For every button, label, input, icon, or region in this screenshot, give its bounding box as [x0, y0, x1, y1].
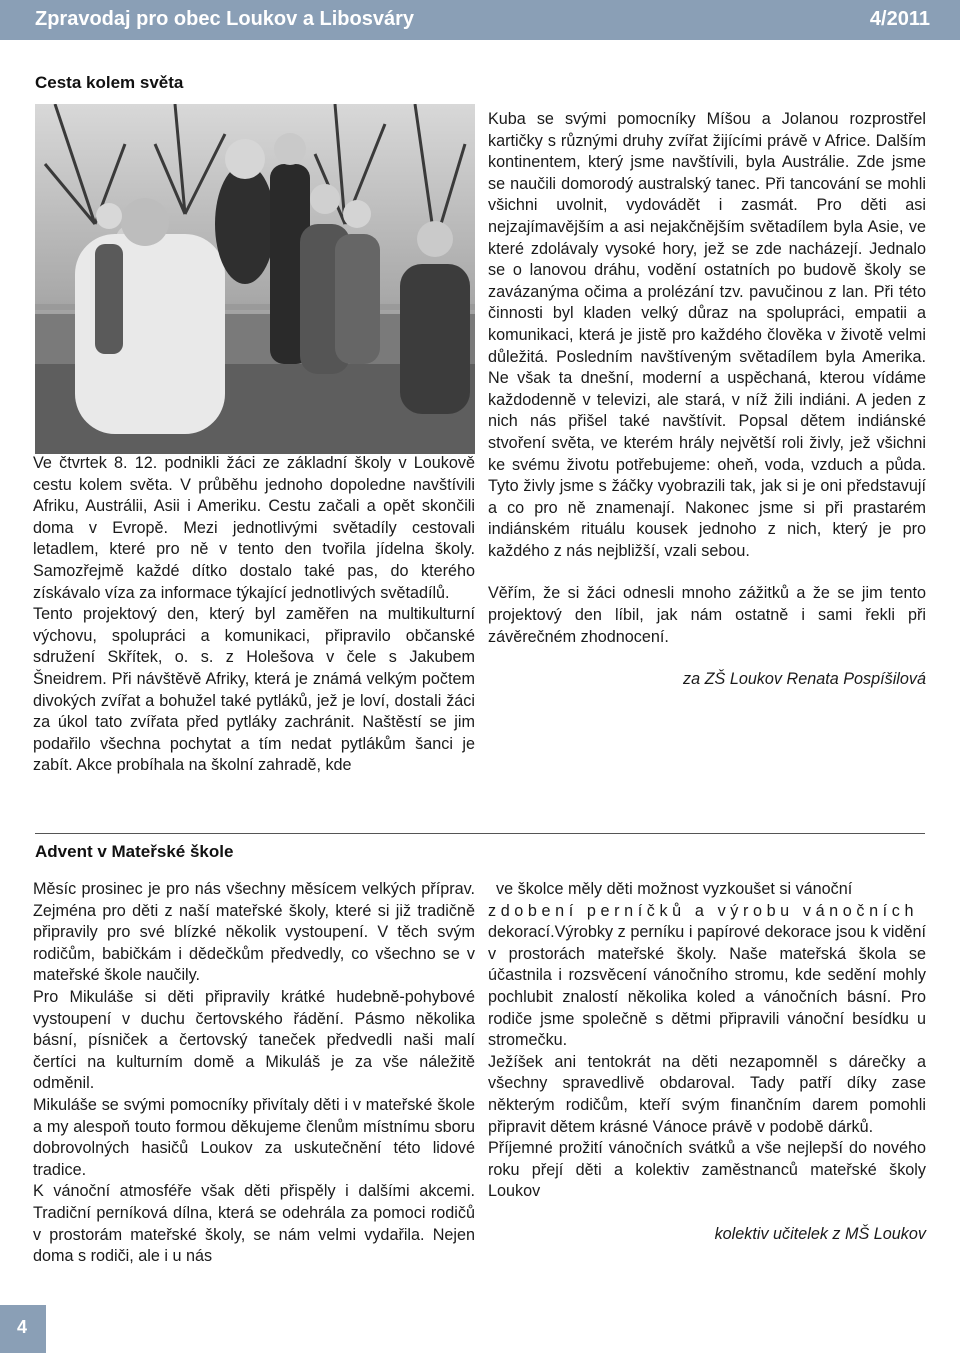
article1-right-column — [488, 109, 926, 691]
article2-paragraph: K vánoční atmosféře však děti přispěly i dalšími akcemi. Tradiční perníková dílna, která se odehrála za pomoci rodičů v prostorám mateřské školy, se nám velmi vydařila. Nejen doma s rodiči, ale i u nás — [33, 1182, 475, 1266]
page-number-tab — [0, 1305, 46, 1353]
article2-paragraph: Pro Mikuláše si děti připravily krátké hudebně-pohybové vystoupení v duchu čertovského řádění. Pásmo několika básní, písniček a čertovský taneček předvedli naši malí čertíci na kulturním domě a Mikuláš je za vše náležitě odměnil. — [33, 987, 475, 1093]
article-heading-cesta: Cesta kolem světa — [35, 73, 184, 92]
article2-paragraph: dekorací.Výrobky z perníku i papírové dekorace jsou k vidění v prostorách mateřské školy. Naše mateřská škola se účastnila i rozsvěcení vánočního stromu, kde sedění mohly pochlubit znalostí několika koled a vánočních básní. Pro rodiče jsme společně s dětmi připravili vánoční besídku u stromečku. — [488, 923, 926, 1050]
article2-spread-line: zdobení perníčků a výrobu vánočních — [488, 901, 919, 920]
section-divider — [35, 833, 925, 834]
photo-children-outdoor-icon — [35, 104, 475, 454]
article2-paragraph: Ježíšek ani tentokrát na děti nezapomněl s dárečky a všechny spravedlivě obdaroval. Tady patří díky zase některým rodičům, kteří svým finančním darem pomohli připravit dětem krásné Vánoce právě v podobě dárků. — [488, 1052, 926, 1136]
page-number: 4 — [17, 1317, 28, 1337]
article2-lead-line: ve školce měly děti možnost vyzkoušet si vánoční — [496, 880, 853, 898]
newsletter-title: Zpravodaj pro obec Loukov a Libosváry — [35, 8, 414, 30]
article2-left-column — [33, 879, 475, 1268]
article2-paragraph: Měsíc prosinec je pro nás všechny měsícem velkých příprav. Zejména pro děti z naší mateřské školy, které si již tradičně připravily pro své blízké několik vystoupení. V těch svým rodičům, babičkám i dědečkům předvedly, co všechno se v mateřské škole naučily. — [33, 880, 475, 985]
article2-paragraph: Příjemné prožití vánočních svátků a vše nejlepší do nového roku přejí děti a kolektiv zaměstnanců mateřské školy Loukov — [488, 1139, 926, 1201]
article1-left-column — [33, 453, 475, 777]
article2-paragraph: Mikuláše se svými pomocníky přivítaly děti i v mateřské škole a my alespoň touto formou děkujeme členům místnímu sboru dobrovolných hasičů Loukov za uskutečnění této lidové tradice. — [33, 1095, 475, 1179]
article-heading-advent: Advent v Mateřské škole — [35, 842, 234, 861]
article1-paragraph: Věřím, že si žáci odnesli mnoho zážitků a že se jim tento projektový den líbil, jak nám ostatně i sami řekli při závěrečném zhodnocení. — [488, 584, 926, 646]
article2-right-column — [488, 879, 926, 1246]
article1-signature: za ZŠ Loukov Renata Pospíšilová — [683, 670, 926, 689]
page-header — [0, 0, 960, 40]
issue-number: 4/2011 — [869, 8, 930, 30]
article1-paragraph: Tento projektový den, který byl zaměřen na multikulturní výchovu, spolupráci a komunikaci, připravilo občanské sdružení Skřítek, o. s. z Holešova v čele s Jakubem Šneidrem. Při návštěvě Afriky, která je známá velkým počtem divokých zvířat a bohužel také pytláků, jež je loví, dostali žáci za úkol tato zvířata před pytláky zachránit. Naštěstí se jim podařilo všechna pochytat a tím nedat pytlákům šanci je zabít. Akce probíhala na školní zahradě, kde — [33, 605, 475, 775]
article1-paragraph: Kuba se svými pomocníky Míšou a Jolanou rozprostřel kartičky s různými druhy zvířat žijícími právě v Africe. Dalším kontinentem, který jsme navštívili, byla Austrálie. Zde jsme se naučili domorodý australský tanec. Při tancování se mohli všichni uvolnit, vydovádět i zasmát. Pro děti asi nejzajímavějším a asi nejakčnějším světadílem byla Asie, ve které zdolávaly vysoké hory, jež se zde nacházejí. Jednalo se o lanovou dráhu, vodění ostatních po budově školy se zavázanýma očima a prolézání tzv. pavučinou z lan. Při této činnosti byl kladen velký důraz na spolupráci, empatii a komunikaci, která je jistě pro každého člověka v životě velmi důležitá. Posledním navštíveným světadílem byla Amerika. Ne však ta dnešní, moderní a uspěchaná, kterou vídáme každodenně v televizi, ale stará, v níž žili indiáni. A jeden z nich nás přišel také navštívit. Popsal dětem indiánské stvoření světa, ve kterém hrály největší roli živly, jež všichni ke svému životu potřebujeme: oheň, voda, vzduch a půda. Tyto živly jsme s žáčky vyobrazili tak, jak si je oni představují a co pro ně znamenají. Nakonec jsme si při prastarém indiánském rituálu kousek jednoho z nich, který je pro každého z nás nejbližší, vzali sebou. — [488, 110, 926, 560]
article1-paragraph: Ve čtvrtek 8. 12. podnikli žáci ze základní školy v Loukově cestu kolem světa. V průběhu jednoho dopoledne navštívili Afriku, Austrálii, Asii i Ameriku. Cestu začali a opět skončili doma v Evropě. Mezi jednotlivými světadíly cestovali letadlem, které pro ně v tento den tvořila jídelna školy. Samozřejmě každé dítko dostalo také pas, do kterého získávalo víza za informace týkající jednotlivých světadílů. — [33, 454, 475, 602]
article2-signature: kolektiv učitelek z MŠ Loukov — [714, 1224, 926, 1243]
